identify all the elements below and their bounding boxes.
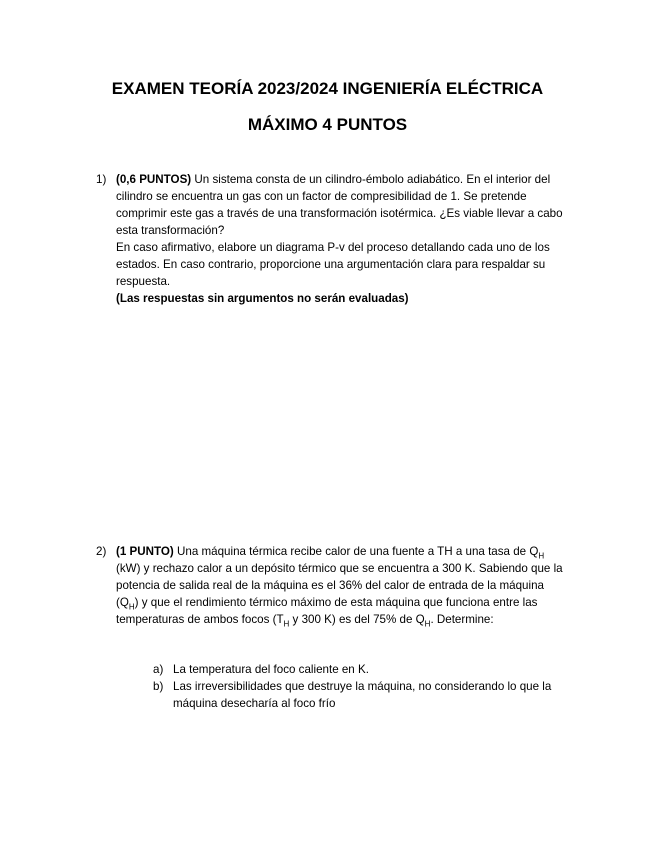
- subscript: H: [424, 619, 431, 629]
- sub-question-list: [153, 661, 573, 712]
- sub-question-text: Las irreversibilidades que destruye la máquina, no considerando lo que la máquina desecharía al foco frío: [173, 680, 552, 710]
- question-statement: Un sistema consta de un cilindro-émbolo adiabático. En el interior del cilindro se encuentra un gas con un factor de compresibilidad de 1. Se pretende comprimir este gas a través de una transformación isotérmica. ¿Es viable llevar a cabo esta transformación?: [116, 173, 563, 237]
- subscript: H: [538, 551, 545, 561]
- question-points: (1 PUNTO): [116, 545, 174, 558]
- question-text: [116, 171, 566, 239]
- question-body: [116, 171, 566, 307]
- question-statement-part: . Determine:: [430, 613, 494, 626]
- question-text: [116, 543, 566, 628]
- question-2: [96, 543, 566, 628]
- sub-question-text: La temperatura del foco caliente en K.: [173, 663, 369, 676]
- question-number: 2): [96, 545, 107, 558]
- question-1: [96, 171, 566, 307]
- question-note: (Las respuestas sin argumentos no serán evaluadas): [116, 292, 409, 305]
- sub-question-letter: b): [153, 680, 164, 693]
- subscript: H: [283, 619, 290, 629]
- question-statement-part: (kW) y rechazo calor a un depósito térmico que se encuentra a 300 K. Sabiendo que la potencia de salida real de la máquina es el 36% del calor de entrada de la máquina (Q: [116, 562, 563, 609]
- subscript: H: [128, 602, 135, 612]
- exam-subtitle: MÁXIMO 4 PUNTOS: [247, 115, 408, 134]
- question-statement-part: y 300 K) es del 75% de Q: [289, 613, 425, 626]
- question-body: [116, 543, 566, 628]
- question-points: (0,6 PUNTOS): [116, 173, 192, 186]
- question-instructions: En caso afirmativo, elabore un diagrama P-v del proceso detallando cada uno de los estados. En caso contrario, proporcione una argumentación clara para respaldar su respuesta.: [116, 241, 550, 288]
- sub-question-letter: a): [153, 663, 164, 676]
- sub-question-a: [153, 661, 573, 678]
- exam-title: EXAMEN TEORÍA 2023/2024 INGENIERÍA ELÉCTRICA: [111, 79, 544, 98]
- question-statement-part: ) y que el rendimiento térmico máximo de esta máquina que funciona entre las temperaturas de ambos focos (T: [116, 596, 538, 626]
- question-statement-part: Una máquina térmica recibe calor de una fuente a TH a una tasa de Q: [177, 545, 539, 558]
- question-number: 1): [96, 173, 107, 186]
- sub-question-b: [153, 678, 573, 712]
